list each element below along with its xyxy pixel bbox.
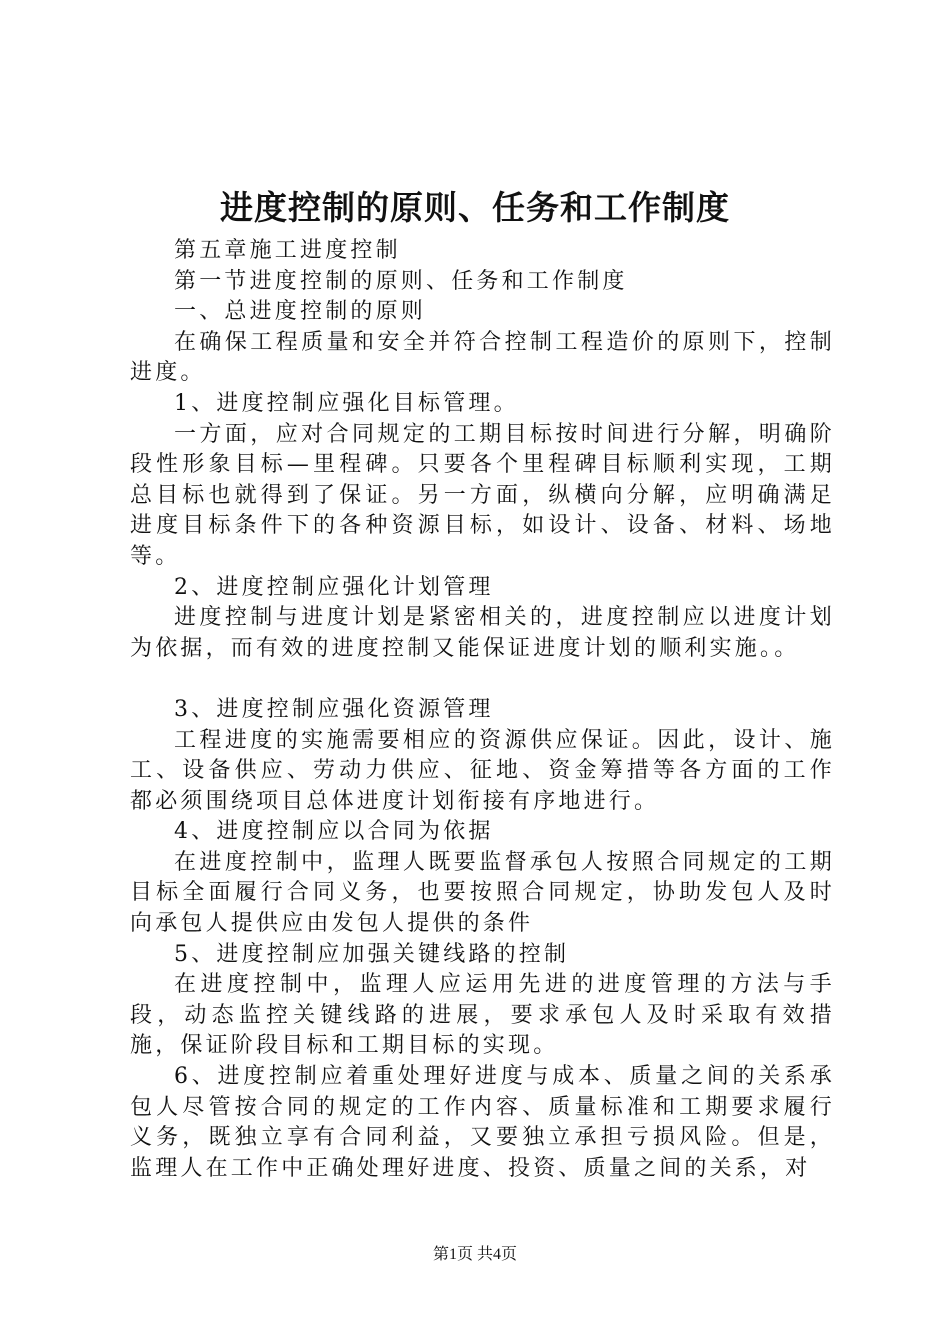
document-title: 进度控制的原则、任务和工作制度 bbox=[220, 188, 730, 227]
body-paragraph: 在进度控制中，监理人既要监督承包人按照合同规定的工期目标全面履行合同义务，也要按照合同规定，协助发包人及时向承包人提供应由发包人提供的条件 bbox=[130, 849, 835, 937]
chapter-heading: 第五章施工进度控制 bbox=[174, 238, 401, 263]
subsection-heading: 一、总进度控制的原则 bbox=[174, 299, 427, 325]
item-heading-1: 1、进度控制应强化目标管理。 bbox=[174, 390, 519, 416]
item-heading-4: 4、进度控制应以合同为依据 bbox=[174, 819, 494, 845]
document-body bbox=[130, 236, 835, 1184]
item-heading-6: 6、进度控制应着重处理好进度与成本、质量之间的关系承包人尽管按合同的规定的工作内容、质量标准和工期要求履行义务，既独立享有合同利益，又要独立承担亏损风险。但是，监理人在工作中正确处理好进度、投资、质量之间的关系，对 bbox=[130, 1064, 835, 1181]
body-paragraph: 在确保工程质量和安全并符合控制工程造价的原则下，控制进度。 bbox=[130, 329, 835, 386]
body-paragraph: 一方面，应对合同规定的工期目标按时间进行分解，明确阶段性形象目标—里程碑。只要各个里程碑目标顺利实现，工期总目标也就得到了保证。另一方面，纵横向分解，应明确满足进度目标条件下的各种资源目标，如设计、设备、材料、场地等。 bbox=[130, 421, 835, 569]
blank-line bbox=[130, 664, 835, 695]
item-heading-2: 2、进度控制应强化计划管理 bbox=[174, 574, 494, 600]
body-paragraph: 工程进度的实施需要相应的资源供应保证。因此，设计、施工、设备供应、劳动力供应、征地、资金筹措等各方面的工作都必须围绕项目总体进度计划衔接有序地进行。 bbox=[130, 727, 835, 814]
body-paragraph: 进度控制与进度计划是紧密相关的，进度控制应以进度计划为依据，而有效的进度控制又能保证进度计划的顺利实施。。 bbox=[130, 605, 835, 661]
body-paragraph: 在进度控制中，监理人应运用先进的进度管理的方法与手段，动态监控关键线路的进展，要求承包人及时采取有效措施，保证阶段目标和工期目标的实现。 bbox=[130, 972, 835, 1059]
item-heading-3: 3、进度控制应强化资源管理 bbox=[174, 696, 494, 722]
item-heading-5: 5、进度控制应加强关键线路的控制 bbox=[174, 941, 570, 967]
page-footer: 第1页 共4页 bbox=[432, 1246, 517, 1263]
section-heading: 第一节进度控制的原则、任务和工作制度 bbox=[174, 268, 628, 294]
